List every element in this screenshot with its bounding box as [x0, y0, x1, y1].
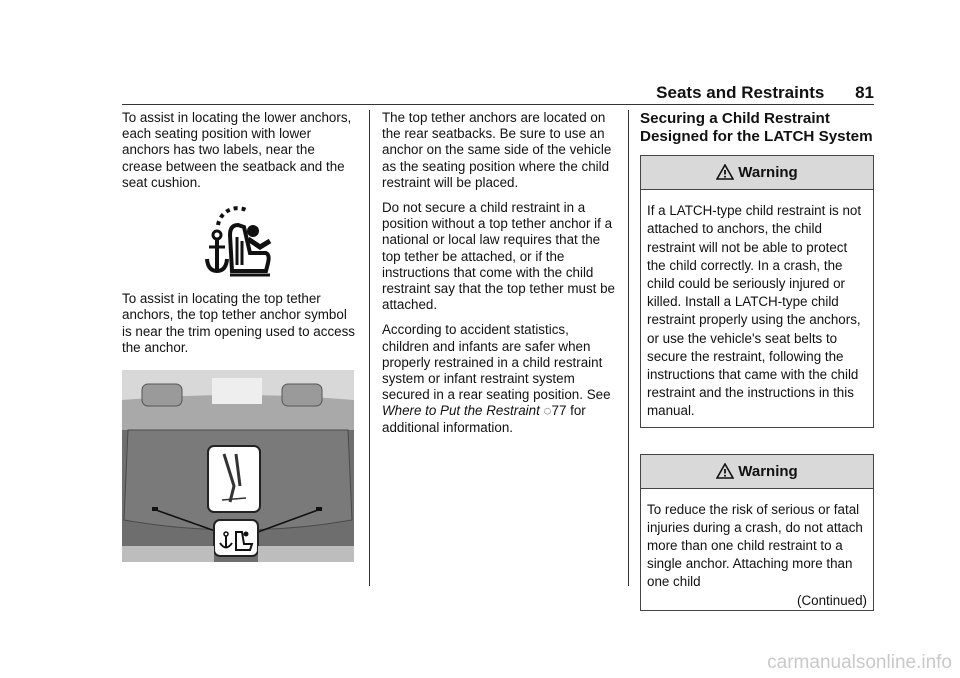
page-number: 81 — [855, 83, 874, 102]
accident-statistics-paragraph: According to accident statistics, children and infants are safer when properly restrained in a child restraint system or infant restraint system secured in a rear seating position. See Where to Put the Restraint ◌77 for additional information. — [382, 322, 611, 435]
column-divider-2 — [628, 110, 629, 586]
column-2 — [382, 110, 618, 445]
warning-icon — [716, 463, 734, 479]
section-title: Seats and Restraints — [656, 83, 825, 102]
warning-box-2 — [640, 454, 874, 611]
header-rule — [122, 104, 874, 105]
warning-text-1: If a LATCH-type child restraint is not attached to anchors, the child restraint will not be able to protect the child correctly. In a crash, the child could be seriously injured or killed. Install a LATCH-type child restraint properly using the anchors, or use the vehicle's seat belts to secure the restraint, following the instructions that came with the child restraint and the instructions in this manual. — [647, 203, 862, 419]
warning-header-2: Warning — [641, 455, 873, 489]
tether-law-paragraph: Do not secure a child restraint in a position without a top tether anchor if a national or local law requires that the top tether be attached, or if the instructions that come with the child restraint say that the top tether must be attached. — [382, 200, 615, 313]
warning-header-1: Warning — [641, 156, 873, 190]
reference-page[interactable]: 77 — [551, 403, 567, 419]
column-3 — [640, 110, 874, 631]
warning-text-2: To reduce the risk of serious or fatal injuries during a crash, do not attach more than one child restraint to a single anchor. Attaching more than one child — [647, 501, 863, 590]
anchor-location-paragraph: The top tether anchors are located on the rear seatbacks. Be sure to use an anchor on the same side of the vehicle as the seating position where the child restraint will be placed. — [382, 110, 612, 190]
rear-seat-tether-photo — [122, 370, 354, 562]
continued-label: (Continued) — [797, 592, 867, 608]
warning-box-1 — [640, 155, 874, 427]
column-divider-1 — [369, 110, 370, 586]
page-reference-icon: ◌ — [543, 403, 552, 419]
top-tether-paragraph: To assist in locating the top tether anchors, the top tether anchor symbol is near the trim opening used to access the anchor. — [122, 291, 355, 355]
page-header — [122, 82, 874, 106]
watermark: carmanualsonline.info — [767, 652, 952, 673]
where-to-put-restraint-link[interactable]: Where to Put the Restraint — [382, 403, 540, 419]
tether-anchor-icon — [122, 205, 358, 281]
warning-icon — [716, 164, 734, 180]
latch-section-heading: Securing a Child Restraint Designed for the LATCH System — [640, 110, 873, 145]
lower-anchor-paragraph: To assist in locating the lower anchors, each seating position with lower anchors has two labels, near the crease between the seatback and the seat cushion. — [122, 110, 352, 190]
column-1 — [122, 110, 358, 562]
